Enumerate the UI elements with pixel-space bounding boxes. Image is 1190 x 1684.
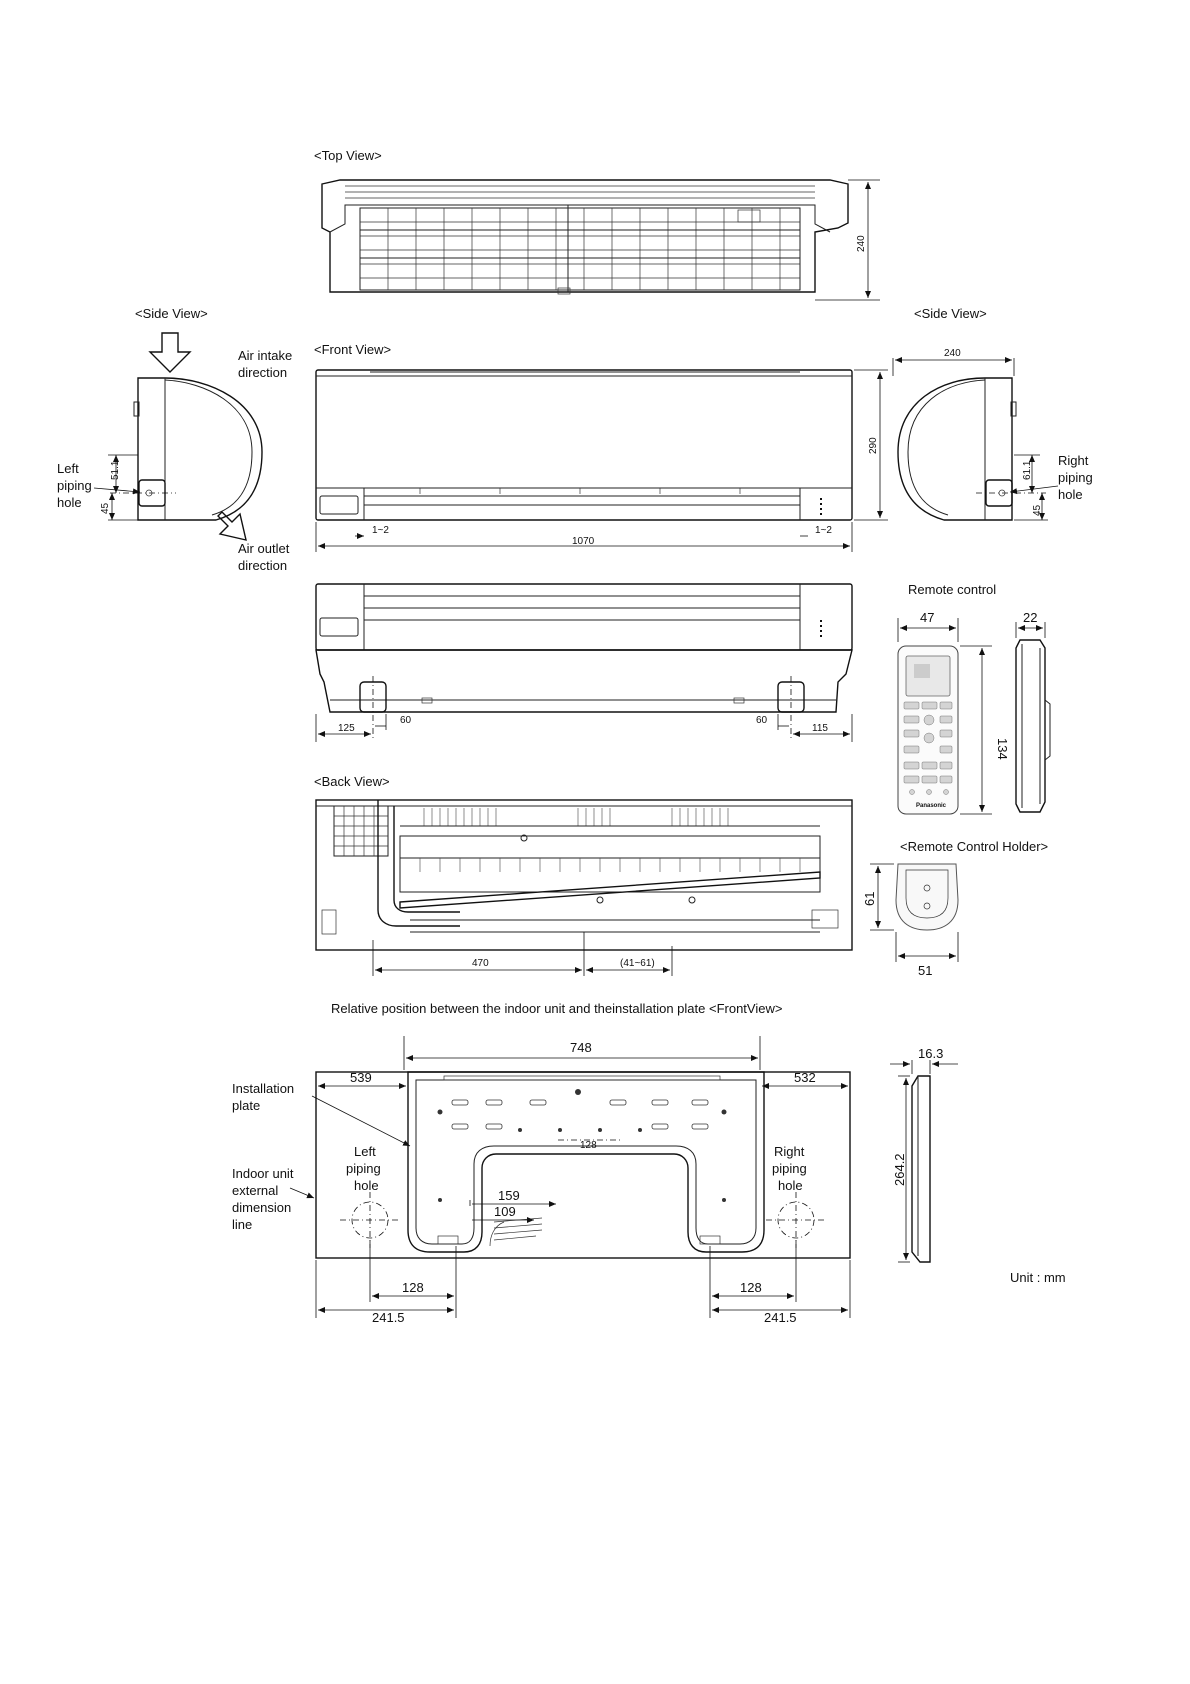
unit-label: Unit : mm: [1010, 1270, 1066, 1285]
remote-width-dim: 47: [920, 610, 935, 625]
plate-right-piping-label-3: hole: [778, 1178, 803, 1193]
front-height-dim: 290: [868, 437, 879, 454]
front-width-dim: 1070: [572, 536, 595, 547]
air-outlet-label-1: Air outlet: [238, 541, 290, 556]
air-intake-label-1: Air intake: [238, 348, 293, 363]
front-gap-right-dim: 1~2: [815, 525, 832, 536]
side-right-depth-dim: 240: [944, 348, 961, 359]
back-41-61-dim: (41~61): [620, 958, 655, 969]
front-view-label: <Front View>: [314, 342, 392, 357]
side-view-right: [893, 306, 1093, 520]
relative-position-title: Relative position between the indoor unit and theinstallation plate <FrontView>: [331, 1001, 783, 1016]
top-depth-dim: 240: [856, 235, 867, 252]
plate-748-dim: 748: [570, 1040, 592, 1055]
plate-left-piping-label-2: piping: [346, 1161, 381, 1176]
remote-control-label: Remote control: [908, 582, 997, 597]
air-intake-label-2: direction: [238, 365, 288, 380]
remote-holder-label: <Remote Control Holder>: [900, 839, 1049, 854]
plate-16-3-dim: 16.3: [918, 1046, 944, 1061]
right-hole-bottom-dim: 45: [1032, 504, 1043, 516]
remote-control-view: [898, 582, 1050, 814]
top-view: [314, 148, 880, 300]
air-intake-arrow: [150, 333, 190, 372]
bottom-view: [316, 584, 852, 742]
bottom-60-right-dim: 60: [756, 715, 768, 726]
indoor-unit-label-3: dimension: [232, 1200, 292, 1215]
remote-side-profile: [1016, 640, 1045, 812]
bottom-125-dim: 125: [338, 723, 355, 734]
indoor-unit-label-4: line: [232, 1217, 253, 1232]
installation-plate: [408, 1072, 764, 1252]
front-gap-left-dim: 1~2: [372, 525, 389, 536]
right-piping-label-1: Right: [1058, 453, 1089, 468]
indoor-unit-outline: [316, 1072, 850, 1258]
installation-plate-label-2: plate: [232, 1098, 261, 1113]
side-view-left-label: <Side View>: [135, 306, 208, 321]
remote-depth-dim: 22: [1023, 610, 1038, 625]
plate-128-mid-dim: 128: [580, 1140, 597, 1151]
indoor-unit-label-1: Indoor unit: [232, 1166, 294, 1181]
indoor-unit-label-2: external: [232, 1183, 279, 1198]
plate-159-dim: 159: [498, 1188, 520, 1203]
holder-width-dim: 51: [918, 963, 933, 978]
right-piping-label-3: hole: [1058, 487, 1083, 502]
back-view: [314, 774, 852, 976]
plate-539-dim: 539: [350, 1070, 372, 1085]
plate-left-piping-label-3: hole: [354, 1178, 379, 1193]
air-outlet-arrow: [218, 512, 246, 540]
left-piping-label-3: hole: [57, 495, 82, 510]
top-view-label: <Top View>: [314, 148, 382, 163]
plate-109-dim: 109: [494, 1204, 516, 1219]
plate-264-2-dim: 264.2: [892, 1153, 907, 1186]
plate-128-left-dim: 128: [402, 1280, 424, 1295]
side-view-right-label: <Side View>: [914, 306, 987, 321]
installation-plate-view: [232, 1001, 1066, 1325]
plate-side-profile: [912, 1076, 930, 1262]
plate-right-piping-label-1: Right: [774, 1144, 805, 1159]
plate-left-piping-label-1: Left: [354, 1144, 376, 1159]
front-view: [314, 342, 888, 552]
plate-532-dim: 532: [794, 1070, 816, 1085]
plate-128-right-dim: 128: [740, 1280, 762, 1295]
bottom-115-dim: 115: [812, 723, 828, 734]
right-hole-height-dim: 61.1: [1022, 460, 1033, 480]
holder-height-dim: 61: [862, 891, 877, 906]
left-hole-height-dim: 51.1: [110, 460, 121, 480]
remote-height-dim: 134: [995, 738, 1010, 760]
plate-241-right-dim: 241.5: [764, 1310, 797, 1325]
back-view-label: <Back View>: [314, 774, 390, 789]
air-outlet-label-2: direction: [238, 558, 288, 573]
remote-brand: Panasonic: [916, 803, 947, 809]
installation-plate-label-1: Installation: [232, 1081, 295, 1096]
right-piping-label-2: piping: [1058, 470, 1093, 485]
remote-holder-view: [862, 839, 1048, 978]
bottom-60-left-dim: 60: [400, 715, 412, 726]
side-view-left: [57, 306, 292, 573]
left-piping-label-2: piping: [57, 478, 92, 493]
left-piping-label-1: Left: [57, 461, 79, 476]
back-470-dim: 470: [472, 958, 489, 969]
left-hole-bottom-dim: 45: [100, 502, 111, 514]
plate-241-left-dim: 241.5: [372, 1310, 405, 1325]
plate-right-piping-label-2: piping: [772, 1161, 807, 1176]
